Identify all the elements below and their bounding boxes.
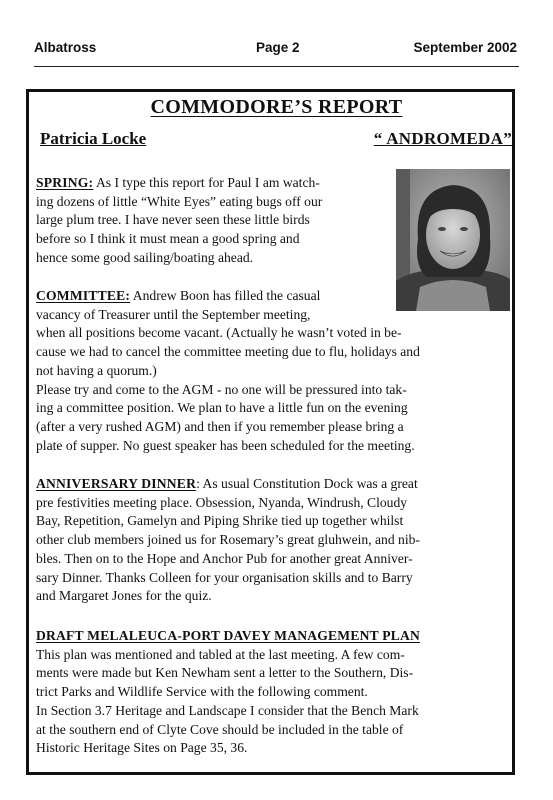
spring-section: SPRING: As I type this report for Paul I am watch- ing dozens of little “White Eyes” eating bugs off our large plum tree. I have never seen these little birds before so I think it must mean a good spring and hence some good sailing/boating ahead. (36, 175, 323, 265)
article-title: COMMODORE’S REPORT (150, 96, 403, 118)
issue-date: September 2002 (413, 40, 517, 55)
header-rule (34, 66, 519, 67)
committee-heading: COMMITTEE: (36, 288, 131, 303)
page-header (34, 38, 517, 62)
author-name: Patricia Locke (40, 129, 147, 148)
anniversary-section: ANNIVERSARY DINNER: As usual Constitution Dock was a great pre festivities meeting place. Obsession, Nyanda, Windrush, Cloudy Bay, Repetition, Gamelyn and Piping Shrike tied up together whilst other club members joined us for Rosemary’s great gluhwein, and nib- bles. Then on to the Hope and Anchor Pub for another great Anniver- sary Dinner. Thanks Colleen for your organisation skills and to Barry and Margaret Jones for the quiz. (36, 476, 420, 604)
spring-heading: SPRING: (36, 175, 94, 190)
draft-plan-heading: DRAFT MELALEUCA-PORT DAVEY MANAGEMENT PLAN (36, 628, 421, 643)
anniversary-heading: ANNIVERSARY DINNER (36, 476, 197, 491)
newsletter-name: Albatross (34, 40, 97, 55)
boat-name: “ ANDROMEDA” (373, 129, 512, 148)
draft-plan-section: DRAFT MELALEUCA-PORT DAVEY MANAGEMENT PLAN This plan was mentioned and tabled at the last meeting. A few com- ments were made but Ken Newham sent a letter to the Southern, Dis- trict Parks and Wildlife Service with the following comment. In Section 3.7 Heritage and Landscape I consider that the Bench Mark at the southern end of Clyte Cove should be included in the table of Historic Heritage Sites on Page 35, 36. (36, 628, 421, 756)
page-number: Page 2 (256, 40, 300, 55)
committee-section: COMMITTEE: Andrew Boon has filled the casual vacancy of Treasurer until the September meeting, when all positions become vacant. (Actually he wasn’t voted in be- cause we had to cancel the committee meeting due to flu, holidays and not having a quorum.) Please try and come to the AGM - no one will be pressured into tak- ing a committee position. We plan to have a little fun on the evening (after a very rushed AGM) and then if you remember please bring a plate of supper. No guest speaker has been scheduled for the meeting. (36, 288, 420, 453)
